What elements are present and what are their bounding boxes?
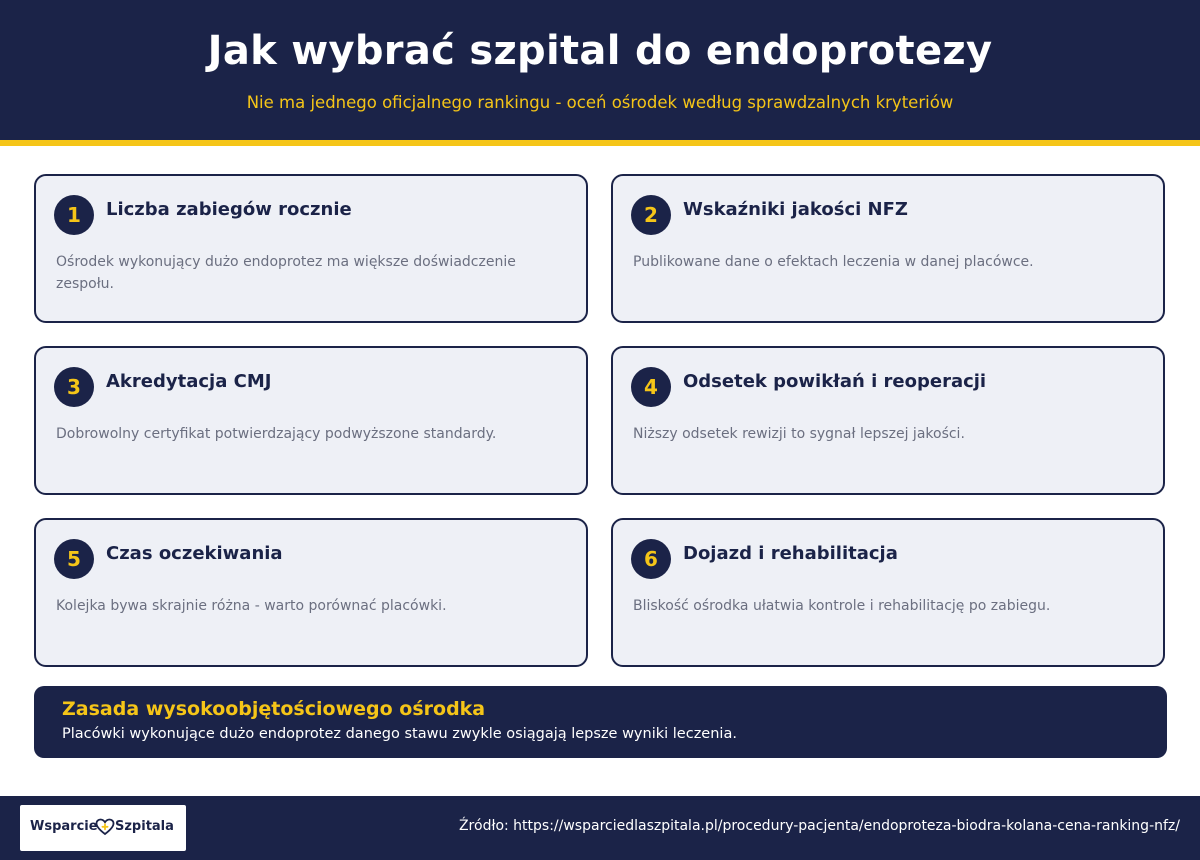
logo [20,805,186,851]
criterion-card-4 [611,346,1165,495]
criterion-title: Czas oczekiwania [106,543,283,564]
criterion-card-5 [34,518,588,667]
page-subtitle: Nie ma jednego oficjalnego rankingu - oceń ośrodek według sprawdzalnych kryteriów [246,93,954,112]
criterion-number-badge: 1 [54,195,94,235]
criterion-description: Niższy odsetek rewizji to sygnał lepszej jakości. [633,426,965,442]
criterion-card-1 [34,174,588,323]
criterion-title: Wskaźniki jakości NFZ [683,199,908,220]
criterion-description: Ośrodek wykonujący dużo endoprotez ma większe doświadczenie zespołu. [56,254,516,292]
logo-text-right: Szpitala [115,819,174,834]
criterion-description: Kolejka bywa skrajnie różna - warto porównać placówki. [56,598,447,614]
criterion-description: Bliskość ośrodka ułatwia kontrole i rehabilitację po zabiegu. [633,598,1051,614]
criterion-title: Liczba zabiegów rocznie [106,199,352,220]
heart-plus-icon [95,818,115,836]
logo-text-left: Wsparcie [30,819,98,834]
criterion-description: Dobrowolny certyfikat potwierdzający podwyższone standardy. [56,426,497,442]
criterion-number-badge: 2 [631,195,671,235]
criterion-card-3 [34,346,588,495]
criterion-number-badge: 6 [631,539,671,579]
criterion-number-badge: 4 [631,367,671,407]
rule-title: Zasada wysokoobjętościowego ośrodka [62,698,486,720]
criterion-title: Odsetek powikłań i reoperacji [683,371,987,392]
criterion-title: Dojazd i rehabilitacja [683,543,898,564]
criterion-card-6 [611,518,1165,667]
high-volume-rule-box [34,686,1167,758]
criterion-number-badge: 5 [54,539,94,579]
criterion-card-2 [611,174,1165,323]
header [0,0,1200,140]
source-link[interactable]: Źródło: https://wsparciedlaszpitala.pl/procedury-pacjenta/endoproteza-biodra-kolana-cena-ranking-nfz/ [458,818,1180,834]
criterion-description: Publikowane dane o efektach leczenia w danej placówce. [633,254,1034,270]
rule-text: Placówki wykonujące dużo endoprotez danego stawu zwykle osiągają lepsze wyniki leczenia. [62,726,737,742]
criterion-title: Akredytacja CMJ [106,371,272,392]
footer [0,796,1200,860]
header-accent-stripe [0,140,1200,146]
page-title: Jak wybrać szpital do endoprotezy [207,28,993,74]
criterion-number-badge: 3 [54,367,94,407]
